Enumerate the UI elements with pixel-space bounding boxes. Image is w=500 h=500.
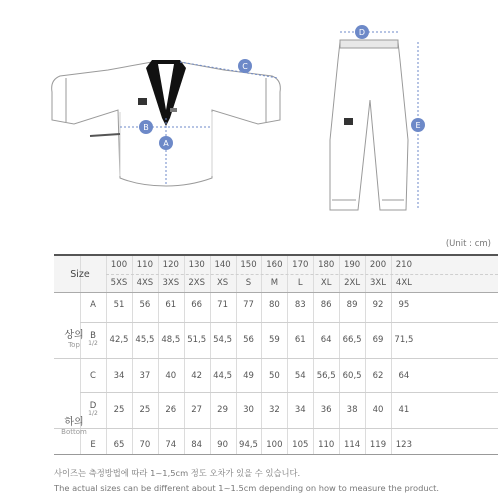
table-cell: 110 [318, 440, 335, 450]
table-cell: 38 [346, 405, 358, 415]
size-number: 100 [110, 260, 128, 270]
table-cell: 40 [165, 371, 177, 381]
table-cell: 25 [113, 405, 125, 415]
size-letter: 2XS [188, 278, 205, 288]
logo-patch-pants [344, 118, 353, 125]
table-cell: 54 [294, 371, 306, 381]
size-number: 130 [188, 260, 205, 270]
size-number: 170 [292, 260, 309, 270]
size-number: 160 [266, 260, 283, 270]
size-number: 150 [240, 260, 257, 270]
table-cell: 56 [243, 335, 254, 345]
table-cell: 65 [113, 440, 125, 450]
group-label-en: Bottom [61, 427, 87, 436]
unit-label: (Unit : cm) [445, 239, 491, 249]
size-diagram [0, 0, 500, 232]
size-letter: 3XS [162, 278, 180, 288]
table-cell: 66,5 [342, 335, 362, 345]
size-letter: M [270, 278, 279, 288]
size-letter: L [297, 278, 303, 288]
row-divider [54, 358, 498, 359]
table-cell: 34 [294, 405, 306, 415]
table-cell: 32 [268, 405, 280, 415]
group-label-ko: 상의 [64, 330, 84, 341]
row-label-sub: 1/2 [88, 340, 98, 348]
table-cell: 123 [395, 440, 412, 450]
table-cell: 42,5 [109, 335, 129, 345]
table-cell: 40 [372, 405, 384, 415]
row-divider [54, 292, 498, 293]
row-label: B 1/2 [85, 332, 101, 348]
group-bottom [54, 418, 94, 436]
note-english: The actual sizes can be different about 1~1.5cm depending on how to measure the product. [54, 483, 440, 493]
row-divider [54, 428, 498, 429]
table-cell: 41 [398, 405, 410, 415]
table-cell: 80 [268, 300, 280, 310]
table-cell: 29 [217, 405, 228, 415]
table-cell: 56,5 [316, 371, 336, 381]
row-label: C [90, 371, 96, 381]
table-cell: 37 [139, 371, 151, 381]
marker-e [411, 118, 425, 132]
row-divider [80, 322, 498, 323]
size-letter: XL [320, 278, 332, 288]
size-letter: 4XS [136, 278, 154, 288]
table-cell: 61 [165, 300, 177, 310]
size-note [54, 466, 498, 496]
table-cell: 48,5 [161, 335, 181, 345]
marker-b [139, 120, 153, 134]
table-cell: 83 [294, 300, 306, 310]
svg-text:B: B [143, 123, 149, 132]
group-label-ko: 하의 [64, 417, 84, 428]
table-cell: 54,5 [213, 335, 233, 345]
table-cell: 95 [398, 300, 410, 310]
size-number: 120 [162, 260, 179, 270]
table-cell: 60,5 [342, 371, 362, 381]
table-cell: 77 [243, 300, 254, 310]
size-letter: S [245, 278, 252, 288]
table-cell: 42 [191, 371, 203, 381]
table-cell: 50 [268, 371, 280, 381]
table-cell: 56 [139, 300, 151, 310]
table-cell: 34 [113, 371, 125, 381]
size-number: 190 [343, 260, 361, 270]
table-cell: 90 [217, 440, 228, 450]
svg-text:D: D [358, 28, 366, 37]
size-number: 200 [369, 260, 387, 270]
svg-text:C: C [242, 62, 248, 71]
size-number: 210 [395, 260, 412, 270]
size-letter: 4XL [395, 278, 412, 288]
size-letter: XS [216, 278, 229, 288]
table-cell: 84 [191, 440, 203, 450]
table-cell: 64 [398, 371, 410, 381]
size-letter: 2XL [344, 278, 361, 288]
size-letter: 5XS [110, 278, 128, 288]
table-cell: 49 [243, 371, 254, 381]
table-cell: 25 [139, 405, 151, 415]
size-number: 110 [136, 260, 153, 270]
table-cell: 71,5 [394, 335, 414, 345]
marker-a [159, 136, 173, 150]
table-cell: 62 [372, 371, 384, 381]
row-divider [80, 392, 498, 393]
marker-d [355, 25, 369, 39]
table-cell: 61 [294, 335, 306, 345]
table-cell: 44,5 [213, 371, 233, 381]
row-label: E [90, 440, 96, 450]
table-cell: 36 [320, 405, 332, 415]
table-cell: 51,5 [187, 335, 207, 345]
table-cell: 105 [292, 440, 309, 450]
table-cell: 70 [139, 440, 151, 450]
size-number: 180 [318, 260, 335, 270]
marker-c [238, 59, 252, 73]
group-label-en: Top [68, 340, 80, 349]
table-cell: 69 [372, 335, 384, 345]
logo-patch-jacket [138, 98, 147, 105]
table-cell: 59 [268, 335, 280, 345]
size-header: Size [70, 269, 90, 280]
pants-illustration [330, 40, 408, 210]
table-cell: 26 [165, 405, 177, 415]
table-cell: 89 [346, 300, 358, 310]
table-cell: 66 [191, 300, 203, 310]
size-number: 140 [214, 260, 231, 270]
table-cell: 92 [372, 300, 384, 310]
table-cell: 51 [113, 300, 125, 310]
table-cell: 86 [320, 300, 332, 310]
table-cell: 114 [343, 440, 361, 450]
table-cell: 74 [165, 440, 177, 450]
row-label: D 1/2 [85, 402, 101, 418]
svg-text:A: A [163, 139, 169, 148]
table-cell: 45,5 [135, 335, 155, 345]
row-label: A [90, 300, 96, 310]
table-cell: 94,5 [239, 440, 258, 450]
table-cell: 64 [320, 335, 332, 345]
table-cell: 30 [243, 405, 254, 415]
row-label-sub: 1/2 [88, 410, 98, 418]
note-korean: 사이즈는 측정방법에 따라 1~1,5cm 정도 오차가 있을 수 있습니다. [54, 468, 301, 478]
size-letter: 3XL [370, 278, 386, 288]
row-divider [106, 274, 498, 275]
table-cell: 100 [266, 440, 283, 450]
table-cell: 119 [369, 440, 387, 450]
table-cell: 71 [217, 300, 228, 310]
svg-text:E: E [415, 121, 421, 130]
table-cell: 27 [191, 405, 203, 415]
